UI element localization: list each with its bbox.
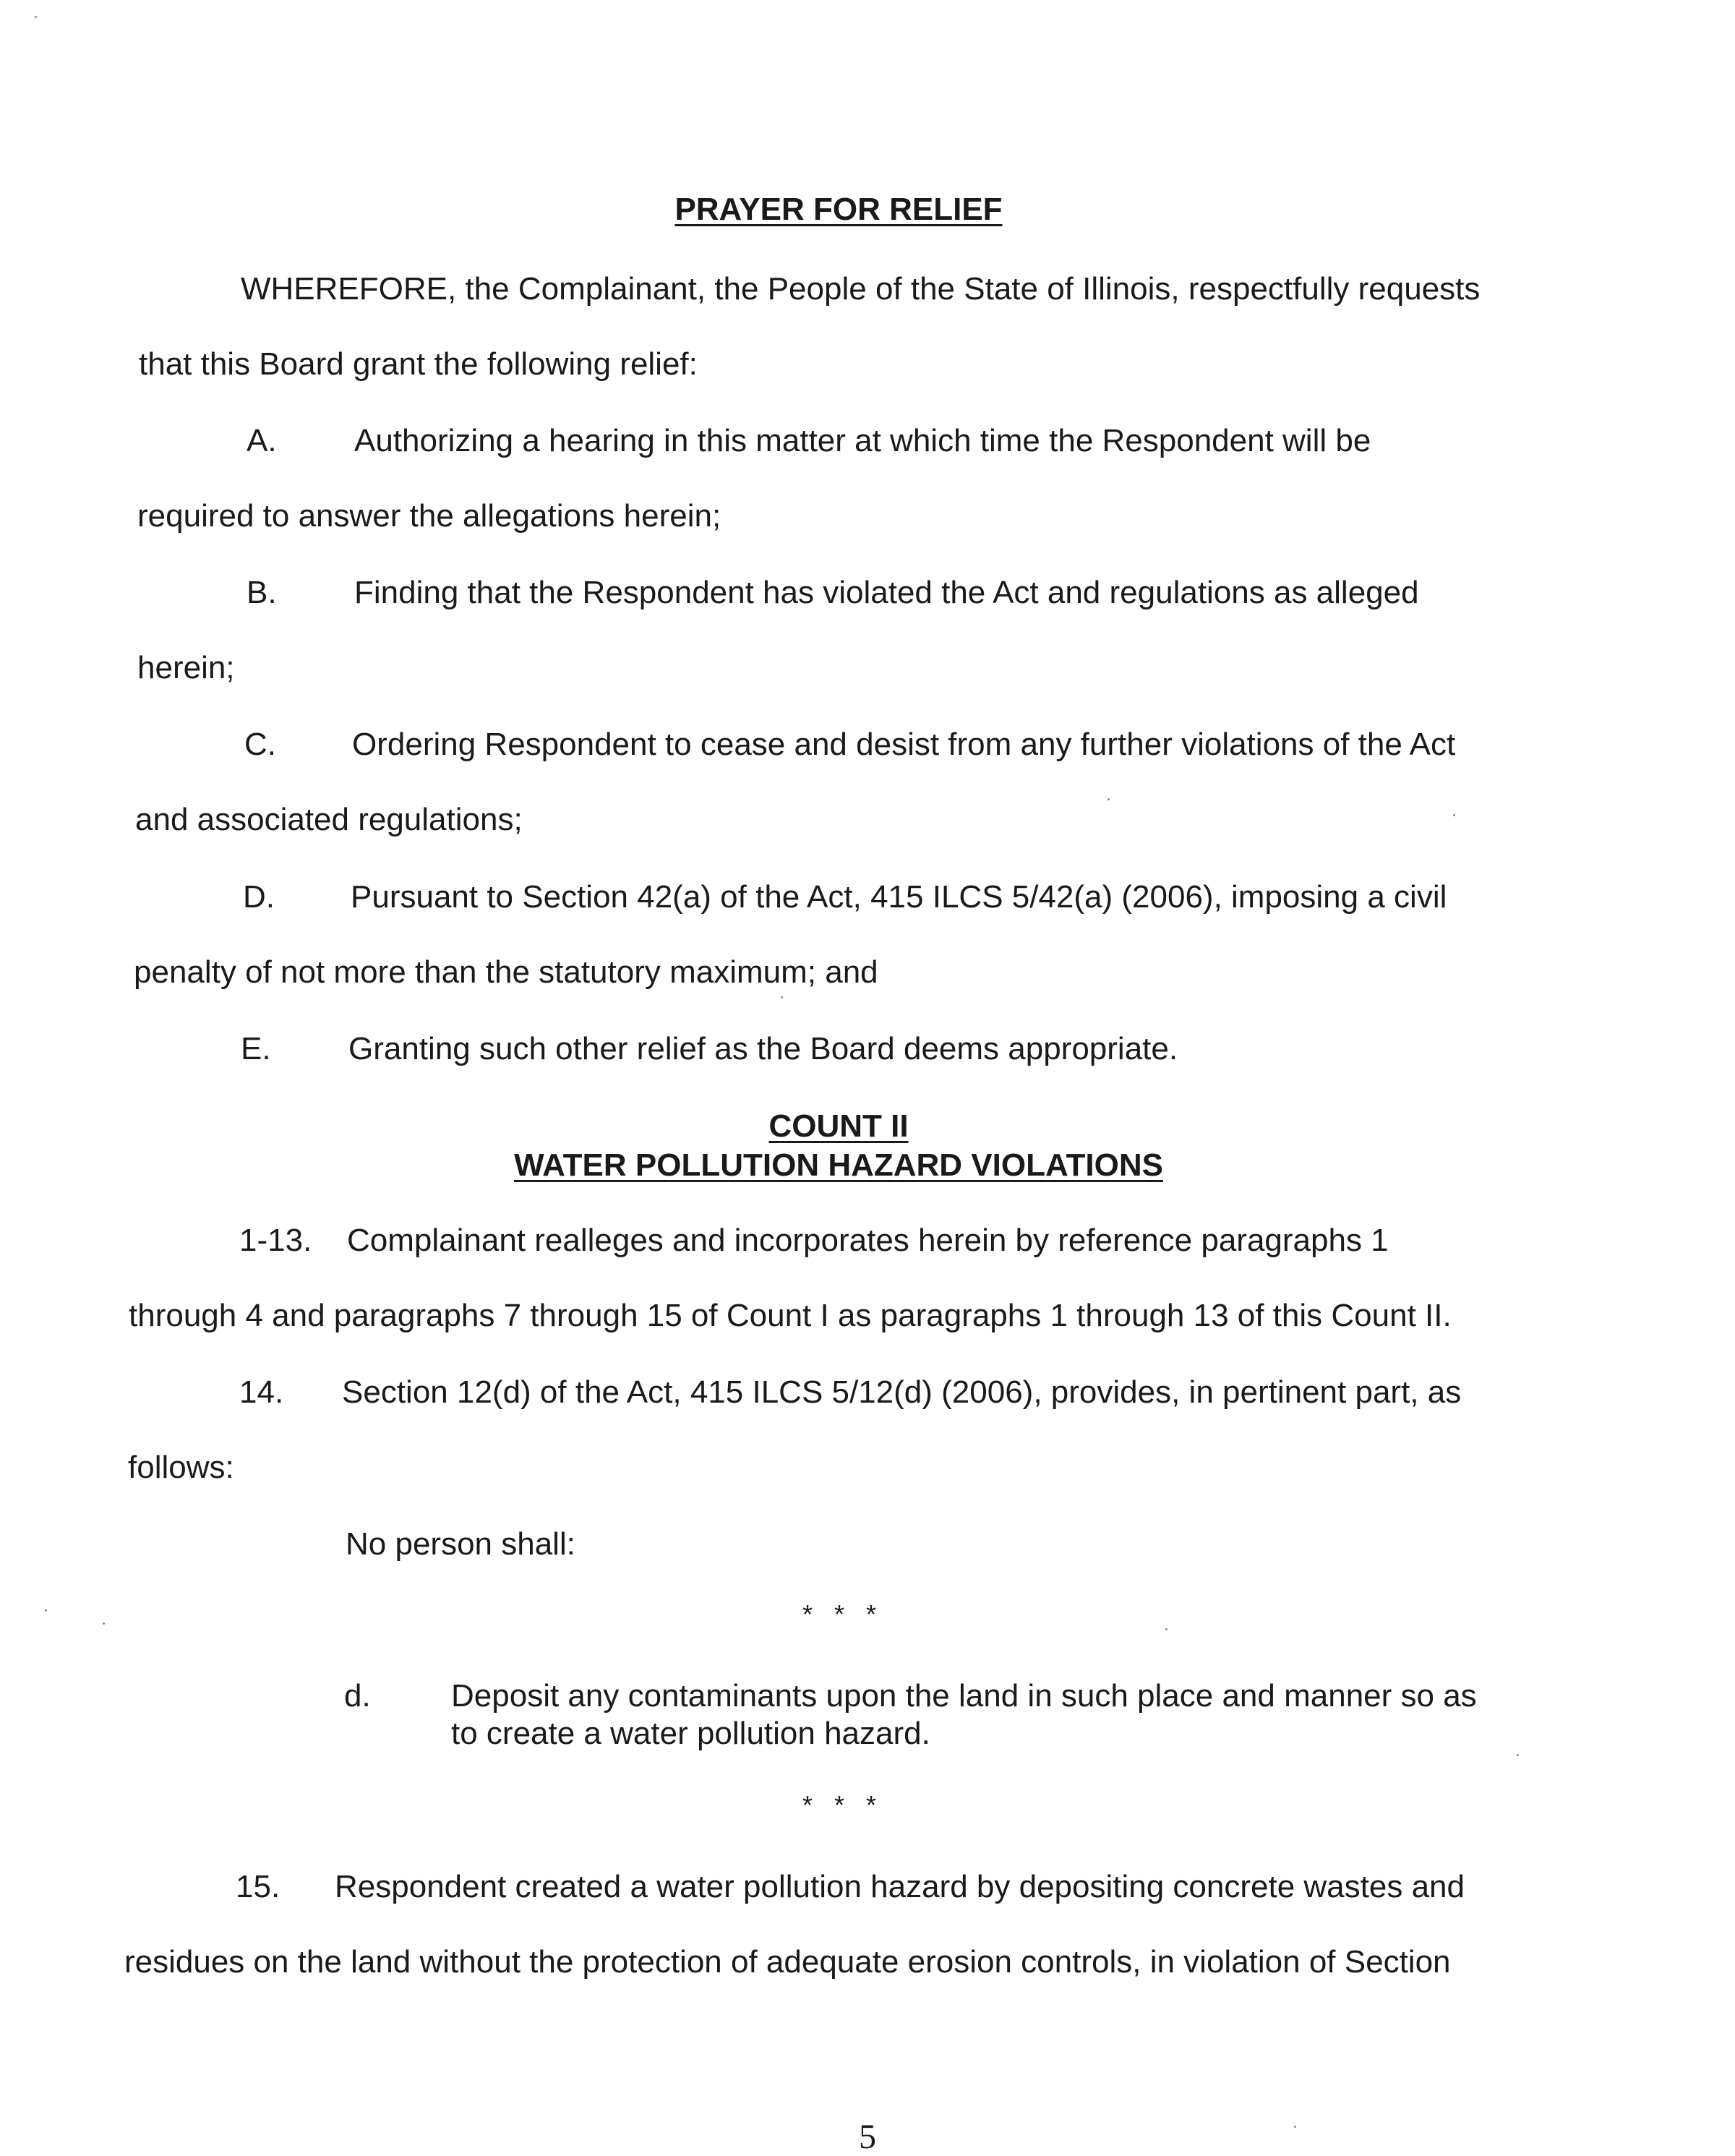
scan-speck [103,1622,105,1625]
relief-item-d-letter: D. [243,879,275,915]
scan-speck [781,996,783,998]
paragraph-1-13-number: 1-13. [239,1223,312,1258]
relief-item-b-line1: Finding that the Respondent has violated the Act and regulations as alleged [354,575,1419,610]
paragraph-1-13-line2: through 4 and paragraphs 7 through 15 of Count I as paragraphs 1 through 13 of this Count II. [129,1298,1452,1333]
scan-speck [45,1609,47,1612]
prayer-intro-line1: WHEREFORE, the Complainant, the People of the State of Illinois, respectfully requests [241,271,1481,307]
quote-ellipsis-stars: * * * [802,1599,884,1629]
scan-speck [1294,2126,1296,2128]
scan-speck [1517,1754,1519,1756]
relief-item-e-line1: Granting such other relief as the Board deems appropriate. [348,1031,1178,1066]
quote-item-line2: to create a water pollution hazard. [451,1716,930,1751]
relief-item-e-letter: E. [241,1031,271,1066]
count-subheading: WATER POLLUTION HAZARD VIOLATIONS [514,1147,1163,1183]
paragraph-14-line1: Section 12(d) of the Act, 415 ILCS 5/12(d) (2006), provides, in pertinent part, as [342,1374,1462,1410]
scan-speck [35,16,37,18]
relief-item-b-letter: B. [247,575,277,610]
relief-item-a-line2: required to answer the allegations herein; [137,498,721,534]
scan-speck [1165,1628,1168,1630]
relief-item-d-line2: penalty of not more than the statutory maximum; and [134,954,878,990]
relief-item-b-line2: herein; [137,650,235,685]
paragraph-15-line1: Respondent created a water pollution hazard by depositing concrete wastes and [335,1869,1465,1904]
paragraph-1-13-line1: Complainant realleges and incorporates herein by reference paragraphs 1 [347,1223,1389,1258]
prayer-heading: PRAYER FOR RELIEF [674,192,1003,227]
relief-item-c-line1: Ordering Respondent to cease and desist from any further violations of the Act [352,727,1456,762]
page-number: 5 [859,2118,876,2156]
prayer-intro-line2: that this Board grant the following relief: [139,346,698,382]
relief-item-a-line1: Authorizing a hearing in this matter at which time the Respondent will be [354,423,1371,458]
count-heading: COUNT II [768,1108,909,1144]
quote-item-line1: Deposit any contaminants upon the land in such place and manner so as [451,1678,1477,1714]
paragraph-14-line2: follows: [128,1450,234,1485]
quote-ellipsis-stars-after: * * * [802,1790,884,1820]
paragraph-15-line2: residues on the land without the protection of adequate erosion controls, in violation of Section [124,1944,1451,1980]
relief-item-c-line2: and associated regulations; [135,802,523,837]
scan-speck [1453,814,1455,816]
relief-item-d-line1: Pursuant to Section 42(a) of the Act, 415 ILCS 5/42(a) (2006), imposing a civil [351,879,1447,915]
relief-item-c-letter: C. [244,727,276,762]
quote-intro: No person shall: [346,1526,575,1562]
scan-speck [1108,798,1110,800]
paragraph-14-number: 14. [239,1374,284,1410]
relief-item-a-letter: A. [247,423,277,458]
quote-item-letter: d. [344,1678,371,1714]
paragraph-15-number: 15. [236,1869,280,1904]
